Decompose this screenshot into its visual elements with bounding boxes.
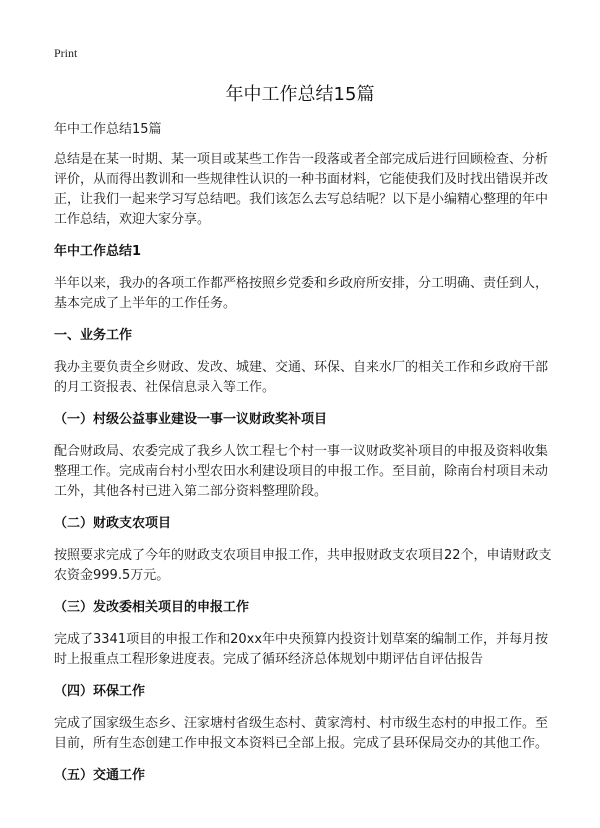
section-heading: （四）环保工作	[54, 684, 146, 699]
section-paragraph: 半年以来，我办的各项工作都严格按照乡党委和乡政府所安排，分工明确、责任到人，基本完成了上半年的工作任务。	[54, 276, 549, 311]
print-link[interactable]: Print	[54, 46, 78, 60]
section-heading: 年中工作总结1	[54, 244, 142, 259]
section-paragraph: 按照要求完成了今年的财政支农项目申报工作，共申报财政支农项目22个，申请财政支农资金999.5万元。	[54, 548, 552, 583]
intro-paragraph: 总结是在某一时期、某一项目或某些工作告一段落或者全部完成后进行回顾检查、分析评价，从而得出教训和一些规律性认识的一种书面材料，它能使我们及时找出错误并改正，让我们一起来学习写总结吧。我们该怎么去写总结呢？以下是小编精心整理的年中工作总结，欢迎大家分享。	[54, 152, 549, 227]
section-paragraph: 完成了国家级生态乡、汪家塘村省级生态村、黄家湾村、村市级生态村的申报工作。至目前，所有生态创建工作申报文本资料已全部上报。完成了县环保局交办的其他工作。	[54, 716, 549, 751]
section-heading: （三）发改委相关项目的申报工作	[54, 600, 250, 615]
section-paragraph: 完成了3341项目的申报工作和20xx年中央预算内投资计划草案的编制工作，并每月按时上报重点工程形象进度表。完成了循环经济总体规划中期评估自评估报告	[54, 632, 549, 667]
page-title: 年中工作总结15篇	[225, 84, 375, 105]
document-body	[54, 120, 554, 798]
section-paragraph: 我办主要负责全乡财政、发改、城建、交通、环保、自来水厂的相关工作和乡政府干部的月工资报表、社保信息录入等工作。	[54, 360, 549, 395]
section-heading: （一）村级公益事业建设一事一议财政奖补项目	[54, 412, 328, 427]
section-heading: （二）财政支农项目	[54, 516, 172, 531]
section-heading: （五）交通工作	[54, 768, 146, 783]
section-heading: 一、业务工作	[54, 328, 133, 343]
section-paragraph: 配合财政局、农委完成了我乡人饮工程七个村一事一议财政奖补项目的申报及资料收集整理工作。完成南台村小型农田水利建设项目的申报工作。至目前，除南台村项目未动工外，其他各村已进入第二部分资料整理阶段。	[54, 444, 549, 499]
document-subtitle: 年中工作总结15篇	[54, 122, 162, 137]
